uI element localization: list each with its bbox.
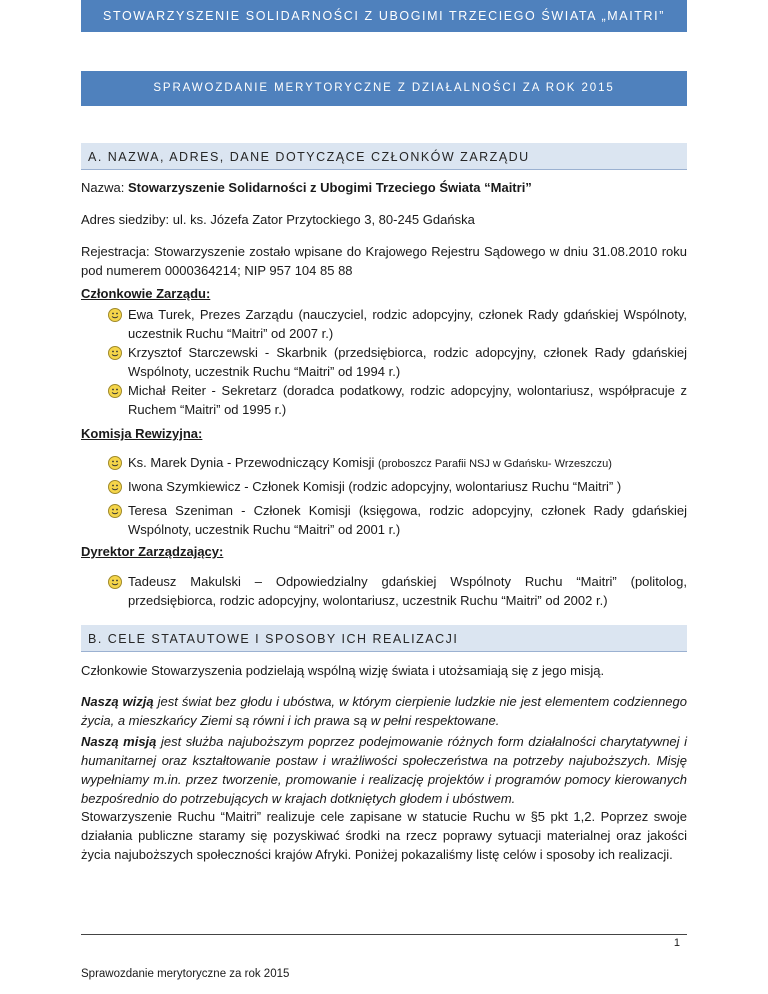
smiley-bullet-icon — [107, 479, 123, 495]
audit-member-1 — [128, 453, 687, 474]
smiley-bullet-icon — [107, 455, 123, 471]
mission-paragraph — [81, 732, 687, 808]
director-label: Dyrektor Zarządzający: — [81, 544, 224, 559]
footer-text: Sprawozdanie merytoryczne za rok 2015 — [81, 968, 290, 980]
board-member-1: Ewa Turek, Prezes Zarządu (nauczyciel, rodzic adopcyjny, członek Rady gdańskiej Wspólnoty, uczestnik Ruchu “Maitri” od 2007 r.) — [128, 307, 687, 341]
mission-text: jest służba najuboższym poprzez podejmowanie różnych form działalności charytatywnej i humanitarnej oraz kształtowanie postaw i wrażliwości społeczeństwa na potrzeby najuboższych. Misję wypełniamy m.in. przez tworzenie, promowanie i realizację projektów i programów pomocy kierowanych bezpośrednio do potrzebujących w krajach dotkniętych głodem i ubóstwem. — [81, 734, 688, 806]
audit-member-3: Teresa Szeniman - Członek Komisji (księgowa, rodzic adopcyjny, członek Rady gdańskiej Wspólnoty, uczestnik Ruchu “Maitri” od 2001 r.) — [128, 503, 687, 537]
board-member-2: Krzysztof Starczewski - Skarbnik (przedsiębiorca, rodzic adopcyjny, członek Rady gdańskiej Wspólnoty, uczestnik Ruchu “Maitri” od 1994 r.) — [128, 345, 687, 379]
smiley-bullet-icon — [107, 503, 123, 519]
name-label: Nazwa: — [81, 180, 125, 195]
address: Adres siedziby: ul. ks. Józefa Zator Przytockiego 3, 80-245 Gdańska — [81, 212, 475, 227]
organization-name — [81, 178, 687, 197]
name-value: Stowarzyszenie Solidarności z Ubogimi Trzeciego Świata “Maitri” — [127, 180, 532, 195]
registration: Rejestracja: Stowarzyszenie zostało wpisane do Krajowego Rejestru Sądowego w dniu 31.08.2010 roku pod numerem 0000364214; NIP 957 104 85 88 — [81, 244, 687, 278]
director-member: Tadeusz Makulski – Odpowiedzialny gdańskiej Wspólnoty Ruchu “Maitri” (politolog, przedsiębiorca, rodzic adopcyjny, wolontariusz, uczestnik Ruchu “Maitri” od 2002 r.) — [128, 574, 687, 608]
vision-text: jest świat bez głodu i ubóstwa, w którym cierpienie ludzkie nie jest elementem codziennego życia, a mieszkańcy Ziemi są równi i ich prawa są w pełni respektowane. — [81, 694, 687, 728]
audit-member-2: Iwona Szymkiewicz - Członek Komisji (rodzic adopcyjny, wolontariusz Ruchu “Maitri” ) — [128, 479, 622, 494]
vision-paragraph — [81, 692, 687, 730]
mission-label: Naszą misją — [81, 734, 157, 749]
section-b-heading: B. CELE STATAUTOWE I SPOSOBY ICH REALIZACJI — [81, 625, 687, 652]
smiley-bullet-icon — [107, 307, 123, 323]
footer-divider — [81, 934, 687, 935]
smiley-bullet-icon — [107, 345, 123, 361]
smiley-bullet-icon — [107, 574, 123, 590]
audit-member-1-note: (proboszcz Parafii NSJ w Gdańsku- Wrzeszczu) — [377, 458, 612, 470]
board-member-3: Michał Reiter - Sekretarz (doradca podatkowy, rodzic adopcyjny, wolontariusz, współpracuje z Ruchem “Maitri” od 1995 r.) — [128, 383, 687, 417]
intro-text: Członkowie Stowarzyszenia podzielają wspólną wizję świata i utożsamiają się z jego misją. — [81, 663, 605, 678]
report-title: SPRAWOZDANIE MERYTORYCZNE Z DZIAŁALNOŚCI ZA ROK 2015 — [81, 71, 687, 106]
section-a-heading: A. NAZWA, ADRES, DANE DOTYCZĄCE CZŁONKÓW ZARZĄDU — [81, 143, 687, 170]
vision-label: Naszą wizją — [81, 694, 154, 709]
organization-banner: STOWARZYSZENIE SOLIDARNOŚCI Z UBOGIMI TRZECIEGO ŚWIATA „MAITRI” — [81, 0, 687, 32]
goals-paragraph: Stowarzyszenie Ruchu “Maitri” realizuje cele zapisane w statucie Ruchu w §5 pkt 1,2. Poprzez swoje działania publiczne staramy się pozyskiwać środki na rzecz poprawy sytuacji materialnej oraz jakości życia najuboższych społeczności krajów Afryki. Poniżej pokazaliśmy listę celów i sposoby ich realizacji. — [81, 809, 687, 862]
page-number: 1 — [673, 937, 680, 949]
board-label: Członkowie Zarządu: — [81, 286, 211, 301]
smiley-bullet-icon — [107, 383, 123, 399]
audit-member-1-main: Ks. Marek Dynia - Przewodniczący Komisji — [128, 455, 375, 470]
audit-label: Komisja Rewizyjna: — [81, 426, 203, 441]
